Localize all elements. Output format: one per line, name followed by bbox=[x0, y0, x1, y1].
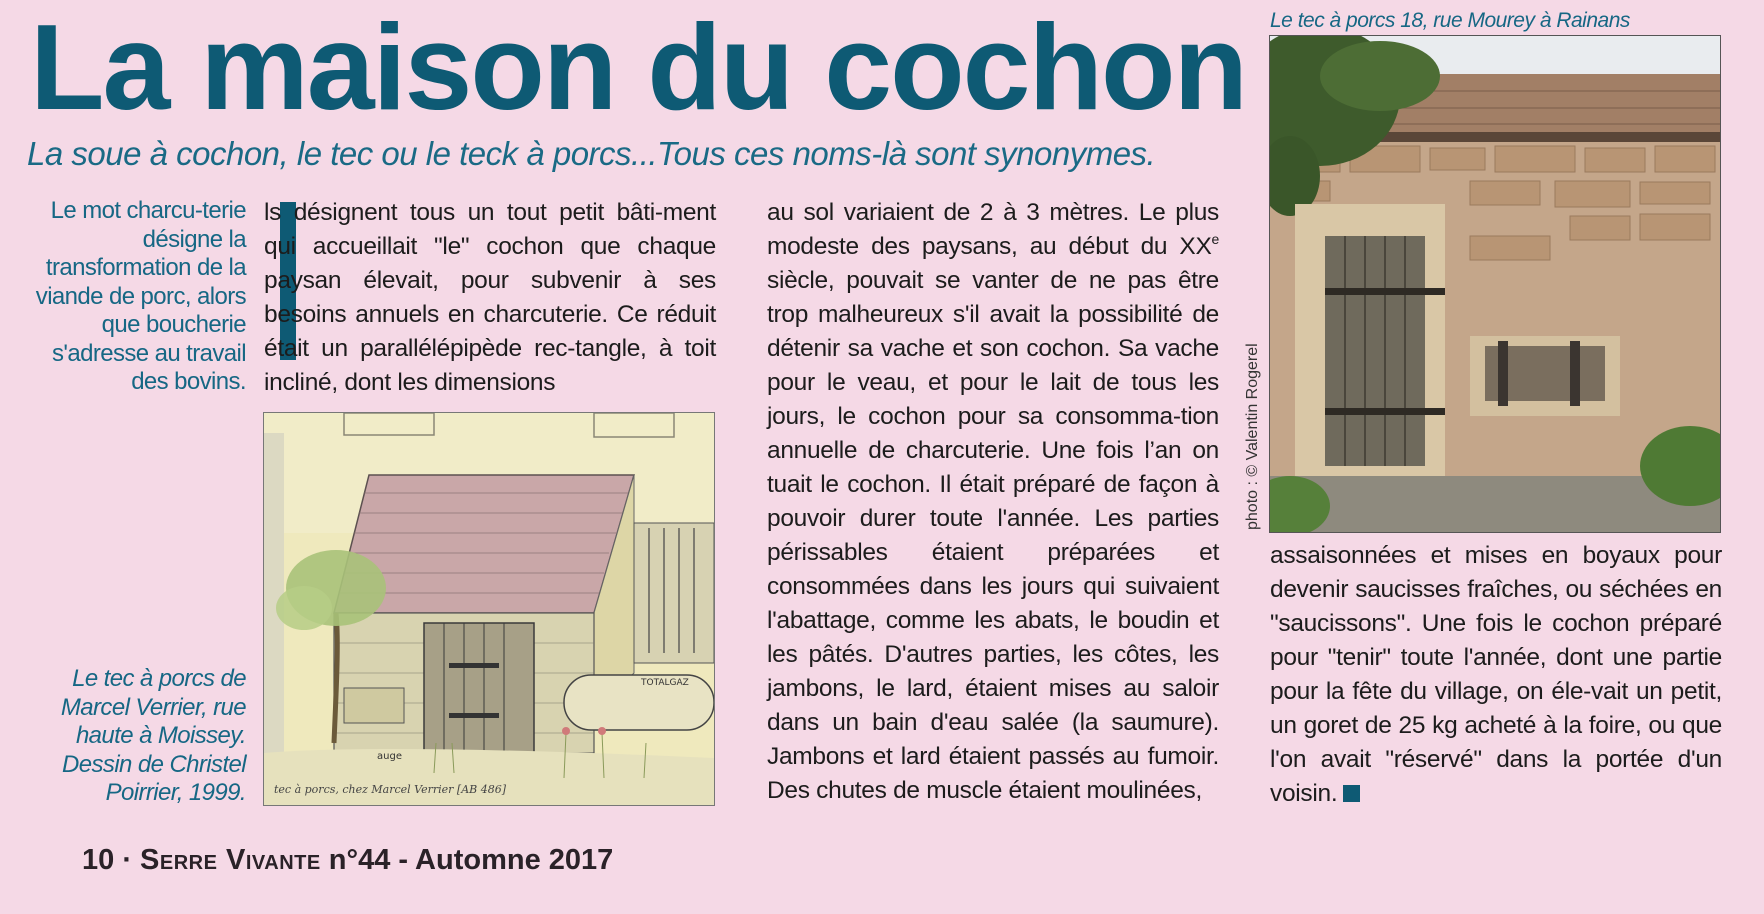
magazine-name: Serre Vivante bbox=[140, 844, 321, 876]
page-title: La maison du cochon bbox=[30, 0, 1247, 135]
issue-info: n°44 - Automne 2017 bbox=[320, 844, 614, 876]
footer-separator: · bbox=[114, 844, 141, 876]
article-column-3 bbox=[1270, 539, 1722, 811]
photo-credit: photo : © Valentin Rogerel bbox=[1244, 343, 1261, 530]
century-superscript: e bbox=[1211, 231, 1219, 247]
page-number: 10 bbox=[82, 844, 115, 876]
pigsty-sketch-drawing bbox=[264, 413, 714, 805]
sketch-caption: Le tec à porcs de Marcel Verrier, rue haute à Moissey. Dessin de Christel Poirrier, 1999. bbox=[60, 665, 246, 806]
pigsty-photo-image bbox=[1270, 36, 1720, 532]
sketch-label-auge: auge bbox=[377, 751, 402, 762]
article-column-2-text-b: siècle, pouvait se vanter de ne pas être trop malheureux s'il avait la possibilité de détenir sa vache et son cochon. Sa vache pour le veau, et pour le lait de tous les jours, le cochon pour sa consomma-tion annuelle de charcuterie. Une fois l’an on tuait le cochon. Il était préparé de façon à pouvoir durer toute l'année. Les parties périssables étaient préparées et consommées dans les jours qui suivaient l'abattage, comme les abats, le boudin et les pâtés. D'autres parties, les côtes, les jambons, le lard, étaient mises au saloir dans un bain d'eau salée (la saumure). Jambons et lard étaient passés au fumoir. Des chutes de muscle étaient moulinées, bbox=[767, 267, 1219, 804]
page-footer bbox=[82, 844, 613, 877]
sketch-label-gas: TOTALGAZ bbox=[641, 678, 689, 688]
side-note: Le mot charcu-terie désigne la transformation de la viande de porc, alors que boucherie s'adresse au travail des bovins. bbox=[35, 197, 246, 395]
article-column-3-text: assaisonnées et mises en boyaux pour devenir saucisses fraîches, ou séchées en "saucissons". Une fois le cochon préparé pour "tenir" toute l'année, dont une partie pour la fête du village, on éle-vait un petit, un goret de 25 kg acheté à la foire, ou que l'on avait "réservé" dans la portée d'un voisin. bbox=[1270, 542, 1722, 807]
article-column-2-text-a: au sol variaient de 2 à 3 mètres. Le plus modeste des paysans, au début du XX bbox=[767, 199, 1219, 260]
article-column-1-text: ls désignent tous un tout petit bâti-ment qui accueillait "le" cochon que chaque paysan élevait, pour subvenir à ses besoins annuels en charcuterie. Ce réduit était un parallélépipède rec-tangle, à toit incliné, dont les dimensions bbox=[264, 199, 716, 396]
pigsty-sketch bbox=[263, 412, 715, 806]
end-of-article-mark bbox=[1343, 785, 1360, 802]
photo-caption: Le tec à porcs 18, rue Mourey à Rainans bbox=[1270, 9, 1630, 32]
article-column-2 bbox=[767, 196, 1219, 808]
sketch-handwritten-note: tec à porcs, chez Marcel Verrier [AB 486] bbox=[274, 783, 507, 796]
page-subtitle: La soue à cochon, le tec ou le teck à porcs...Tous ces noms-là sont synonymes. bbox=[27, 135, 1156, 172]
pigsty-photo bbox=[1269, 35, 1721, 533]
article-column-1 bbox=[264, 196, 716, 400]
